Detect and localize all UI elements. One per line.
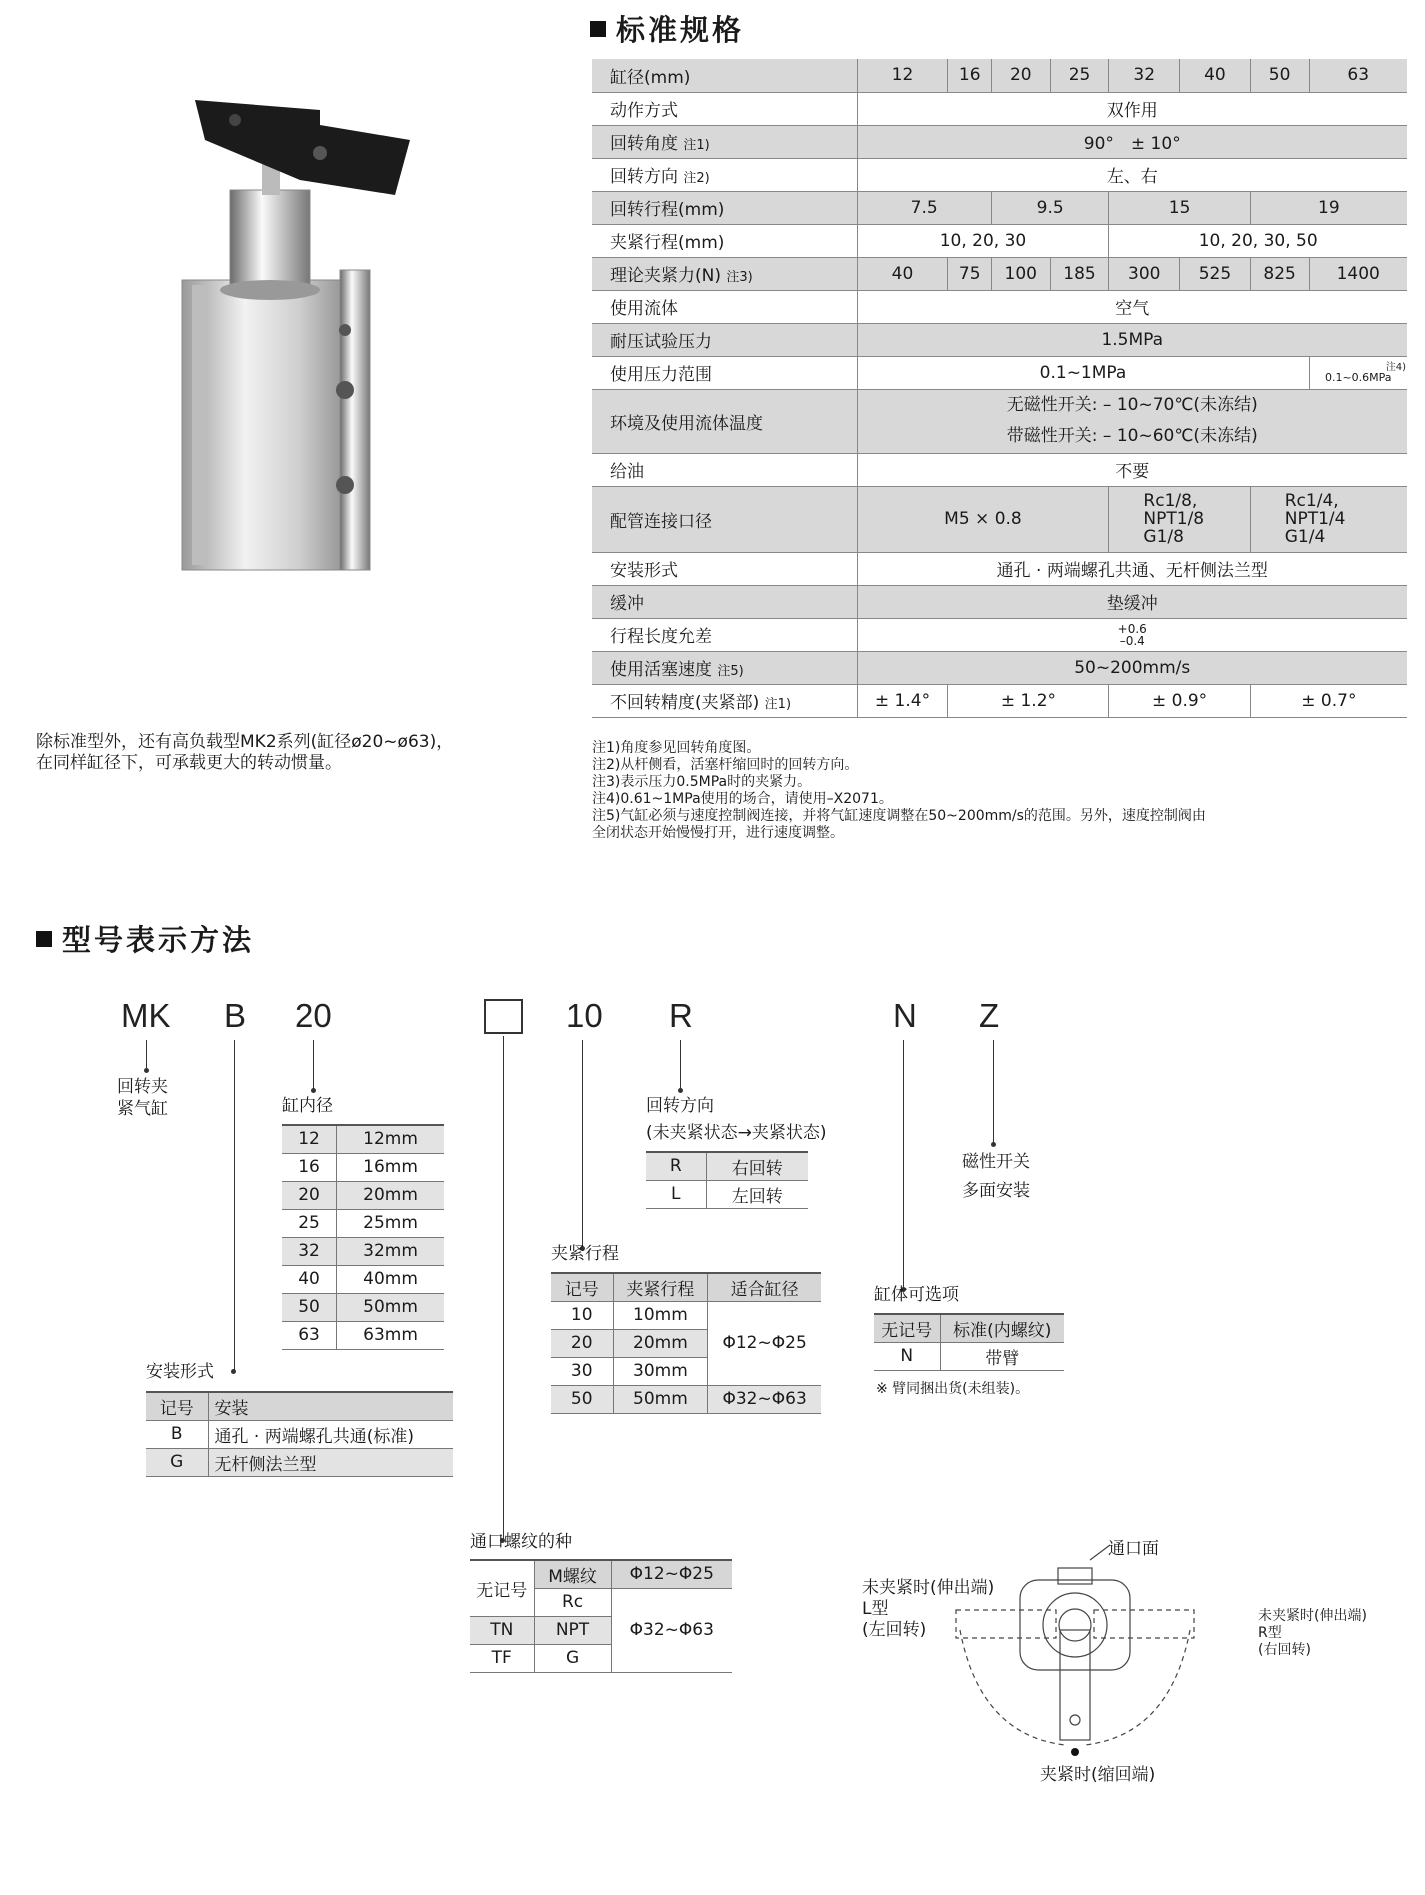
label-text: 回转方向 [610,167,678,187]
spec-row-direction [592,158,1407,191]
rotation-direction-diagram [940,1520,1240,1770]
bore-code: 50 [282,1293,337,1321]
switch-label-line: 多面安装 [962,1181,1030,1201]
spec-row-clamp-stroke [592,224,1407,257]
row-value: 1.5MPa [857,323,1407,356]
tolerance-plus: +0.6 [1117,621,1147,636]
stroke-value: 10mm [613,1301,708,1329]
bore-cell: 16 [948,59,991,92]
leader-line [903,1040,904,1290]
row-value: ± 0.7° [1250,684,1407,717]
stroke-head: 夹紧行程 [613,1273,708,1301]
thread-fit: Φ12~Φ25 [611,1560,732,1588]
row-value: 0.1~1MPa [857,356,1309,389]
force-cell: 100 [991,257,1050,290]
bore-size: 16mm [337,1153,444,1181]
row-value [1250,486,1407,552]
clamp-arm-right [1094,1610,1194,1638]
row-label [592,257,857,290]
body-head: 标准(内螺纹) [940,1314,1064,1342]
code-dir: R [669,997,693,1034]
row-value: 15 [1109,191,1250,224]
bore-header-label: 缸径(mm) [592,59,857,92]
row-label: 给油 [592,453,857,486]
row-value [857,618,1407,651]
right-state-label [1258,1608,1367,1659]
force-cell: 1400 [1309,257,1407,290]
stroke-fit: Φ32~Φ63 [708,1385,821,1413]
bore-size: 20mm [337,1181,444,1209]
code-thread-box [484,999,523,1034]
thread-code: TF [470,1644,534,1672]
row-value: ± 1.2° [948,684,1109,717]
bore-cell: 25 [1050,59,1109,92]
note-ref: 注4) [1385,361,1406,373]
thread-type: Rc [534,1588,611,1616]
row-value: 19 [1250,191,1407,224]
bore-table [282,1124,444,1350]
row-value: 不要 [857,453,1407,486]
row-label: 缓冲 [592,585,857,618]
row-value [857,389,1407,453]
stroke-value: 20mm [613,1329,708,1357]
mount-desc: 无杆侧法兰型 [208,1448,453,1476]
row-value: 7.5 [857,191,991,224]
right-label-line: (右回转) [1258,1642,1311,1658]
spec-row-action [592,92,1407,125]
code-n: N [893,997,917,1034]
stroke-code: 50 [551,1385,613,1413]
spec-row-speed [592,651,1407,684]
spec-title-text: 标准规格 [616,13,745,47]
body-note: ※ 臂同捆出货(未组装)。 [876,1381,1030,1397]
stroke-value: 50mm [613,1385,708,1413]
body-desc: 带臂 [940,1342,1064,1370]
right-label-line: R型 [1258,1625,1282,1641]
mount-head: 安装 [208,1392,453,1420]
body-table-title: 缸体可选项 [874,1285,959,1305]
stroke-table [551,1272,821,1414]
dir-desc: 左回转 [706,1180,808,1208]
bore-cell: 12 [857,59,948,92]
body-code: N [874,1342,940,1370]
bore-code: 20 [282,1181,337,1209]
model-title-text: 型号表示方法 [62,923,255,957]
left-label-line: L型 [862,1599,889,1619]
spec-row-angle [592,125,1407,158]
label-text: 回转角度 [610,134,678,154]
row-value: ± 1.4° [857,684,948,717]
bore-code: 32 [282,1237,337,1265]
spec-row-mount [592,552,1407,585]
spec-row-lube [592,453,1407,486]
spec-section-title [590,8,744,49]
thread-table-title: 通口螺纹的种 [470,1532,572,1552]
note-ref: 注1) [683,138,710,153]
row-label [592,684,857,717]
port-face-label: 通口面 [1108,1539,1159,1559]
left-label-line: (左回转) [862,1620,927,1640]
port-line: Rc1/4, [1284,491,1339,511]
caption-line-1: 除标准型外，还有高负载型MK2系列(缸径ø20~ø63)， [36,732,454,752]
caption-line-2: 在同样缸径下，可承载更大的转动惯量。 [36,753,342,773]
label-text: 使用活塞速度 [610,660,712,680]
bore-cell: 50 [1250,59,1309,92]
row-value: 90° ± 10° [857,125,1407,158]
thread-code: 无记号 [470,1560,534,1616]
port-face-leader [1090,1545,1110,1560]
spec-notes [592,740,1206,842]
note-line: 注2)从杆侧看，活塞杆缩回时的回转方向。 [592,757,859,773]
stroke-code: 20 [551,1329,613,1357]
row-label: 配管连接口径 [592,486,857,552]
row-value: 空气 [857,290,1407,323]
label-text: 不回转精度(夹紧部) [610,693,760,713]
code-bore: 20 [295,997,332,1034]
row-label [592,158,857,191]
row-label [592,125,857,158]
stroke-code: 30 [551,1357,613,1385]
row-value: ± 0.9° [1109,684,1250,717]
switch-label-line: 磁性开关 [962,1152,1030,1172]
port-line: Rc1/8, [1143,491,1198,511]
note-line: 全闭状态开始慢慢打开，进行速度调整。 [592,825,844,841]
clamped-state-label: 夹紧时(缩回端) [1040,1765,1156,1785]
spec-header-row [592,59,1407,92]
thread-code: TN [470,1616,534,1644]
bore-size: 25mm [337,1209,444,1237]
switch-label [962,1148,1030,1206]
note-line: 注5)气缸必须与速度控制阀连接，并将气缸速度调整在50~200mm/s的范围。另外，速度控制阀由 [592,808,1206,824]
code-z: Z [979,997,1000,1034]
port-line: G1/8 [1143,527,1184,547]
mount-desc: 通孔 · 两端螺孔共通(标准) [208,1420,453,1448]
left-label-line: 未夹紧时(伸出端) [862,1578,995,1598]
note-ref: 注5) [717,664,744,679]
row-label: 使用压力范围 [592,356,857,389]
rotation-arc-left [960,1630,1065,1745]
row-value: 左、右 [857,158,1407,191]
force-cell: 185 [1050,257,1109,290]
stroke-table-title: 夹紧行程 [551,1244,619,1264]
left-state-label [862,1578,994,1641]
row-label: 夹紧行程(mm) [592,224,857,257]
right-label-line: 未夹紧时(伸出端) [1258,1608,1367,1624]
mount-code: G [146,1448,208,1476]
mk-label [117,1076,168,1120]
temp-line-2: 带磁性开关: – 10~60℃(未冻结) [1006,426,1258,446]
thread-type: M螺纹 [534,1560,611,1588]
leader-line [234,1040,235,1372]
model-section-title [36,918,254,959]
temp-line-1: 无磁性开关: – 10~70℃(未冻结) [1006,395,1258,415]
mount-table [146,1391,453,1477]
square-bullet-icon [590,21,606,37]
bore-size: 32mm [337,1237,444,1265]
dir-table [646,1151,808,1209]
bore-size: 40mm [337,1265,444,1293]
note-ref: 注2) [683,171,710,186]
note-line: 注4)0.61~1MPa使用的场合，请使用–X2071。 [592,791,893,807]
code-mk: MK [121,997,171,1034]
code-b: B [224,997,247,1034]
force-cell: 825 [1250,257,1309,290]
dir-table-title [646,1093,827,1147]
row-value: 通孔 · 两端螺孔共通、无杆侧法兰型 [857,552,1407,585]
leader-line [503,1036,504,1541]
mount-code: B [146,1420,208,1448]
spec-row-force [592,257,1407,290]
dir-title-line: (未夹紧状态→夹紧状态) [646,1123,827,1143]
row-label: 安装形式 [592,552,857,585]
note-line: 注1)角度参见回转角度图。 [592,740,761,756]
mount-table-title: 安装形式 [146,1362,214,1382]
note-line: 注3)表示压力0.5MPa时的夹紧力。 [592,774,812,790]
product-caption [36,732,453,774]
row-value: 9.5 [991,191,1109,224]
bore-cell: 63 [1309,59,1407,92]
port-face-block [1058,1568,1092,1584]
dir-code: R [646,1152,706,1180]
row-value: 50~200mm/s [857,651,1407,684]
thread-table [470,1559,732,1673]
row-label: 环境及使用流体温度 [592,389,857,453]
mount-head: 记号 [146,1392,208,1420]
stroke-fit: Φ12~Φ25 [708,1301,821,1385]
bore-table-title: 缸内径 [282,1096,333,1116]
row-value: 10, 20, 30, 50 [1109,224,1407,257]
cylinder-bore-circle [1043,1593,1107,1657]
spec-row-rot-stroke [592,191,1407,224]
row-value [1109,486,1250,552]
row-value: 10, 20, 30 [857,224,1109,257]
stroke-code: 10 [551,1301,613,1329]
row-label: 行程长度允差 [592,618,857,651]
row-value: M5 × 0.8 [857,486,1109,552]
body-table [874,1313,1064,1371]
dir-title-line: 回转方向 [646,1096,714,1116]
force-cell: 40 [857,257,948,290]
force-cell: 300 [1109,257,1180,290]
spec-row-fluid [592,290,1407,323]
row-value: 双作用 [857,92,1407,125]
leader-dot [231,1369,236,1374]
row-label: 动作方式 [592,92,857,125]
bore-cell: 20 [991,59,1050,92]
stroke-head: 适合缸径 [708,1273,821,1301]
body-head: 无记号 [874,1314,940,1342]
stroke-head: 记号 [551,1273,613,1301]
thread-type: NPT [534,1616,611,1644]
stroke-value: 30mm [613,1357,708,1385]
force-cell: 75 [948,257,991,290]
bore-size: 12mm [337,1125,444,1153]
bore-code: 25 [282,1209,337,1237]
code-stroke: 10 [566,997,603,1034]
spec-row-tolerance [592,618,1407,651]
spec-row-cushion [592,585,1407,618]
spec-row-proof [592,323,1407,356]
row-label: 回转行程(mm) [592,191,857,224]
label-text: 理论夹紧力(N) [610,266,721,286]
bore-code: 40 [282,1265,337,1293]
leader-line [313,1040,314,1092]
row-label: 耐压试验压力 [592,323,857,356]
port-line: NPT1/4 [1284,509,1346,529]
bore-code: 12 [282,1125,337,1153]
tolerance-minus: –0.4 [1119,633,1145,648]
pressure-extra-cell [1309,356,1407,389]
rotary-clamp-cylinder-image [170,100,410,580]
leader-line [582,1040,583,1250]
bore-cell: 32 [1109,59,1180,92]
spec-row-pressure [592,356,1407,389]
bore-cell: 40 [1180,59,1251,92]
row-label: 使用流体 [592,290,857,323]
leader-line [993,1040,994,1145]
leader-dot [991,1142,996,1147]
port-line: NPT1/8 [1143,509,1205,529]
spec-row-accuracy [592,684,1407,717]
row-label [592,651,857,684]
mk-label-line: 回转夹 [117,1077,168,1097]
port-line: G1/4 [1284,527,1326,547]
bore-size: 50mm [337,1293,444,1321]
bore-size: 63mm [337,1321,444,1349]
rotation-arc-right [1085,1630,1190,1745]
clamp-point-dot [1071,1748,1079,1756]
dir-code: L [646,1180,706,1208]
rod-circle [1059,1609,1091,1641]
arm-hole [1070,1715,1080,1725]
thread-fit: Φ32~Φ63 [611,1588,732,1672]
pressure-extra: 0.1~0.6MPa [1324,370,1392,384]
force-cell: 525 [1180,257,1251,290]
thread-type: G [534,1644,611,1672]
note-ref: 注1) [764,697,792,712]
note-ref: 注3) [726,270,753,285]
spec-row-temp [592,389,1407,453]
clamp-arm-retracted [1060,1630,1090,1740]
dir-desc: 右回转 [706,1152,808,1180]
leader-dot [144,1068,149,1073]
leader-line [680,1040,681,1092]
square-bullet-icon [36,931,52,947]
mk-label-line: 紧气缸 [117,1099,168,1119]
bore-code: 16 [282,1153,337,1181]
bore-code: 63 [282,1321,337,1349]
spec-row-port [592,486,1407,552]
spec-table [592,59,1407,718]
row-value: 垫缓冲 [857,585,1407,618]
